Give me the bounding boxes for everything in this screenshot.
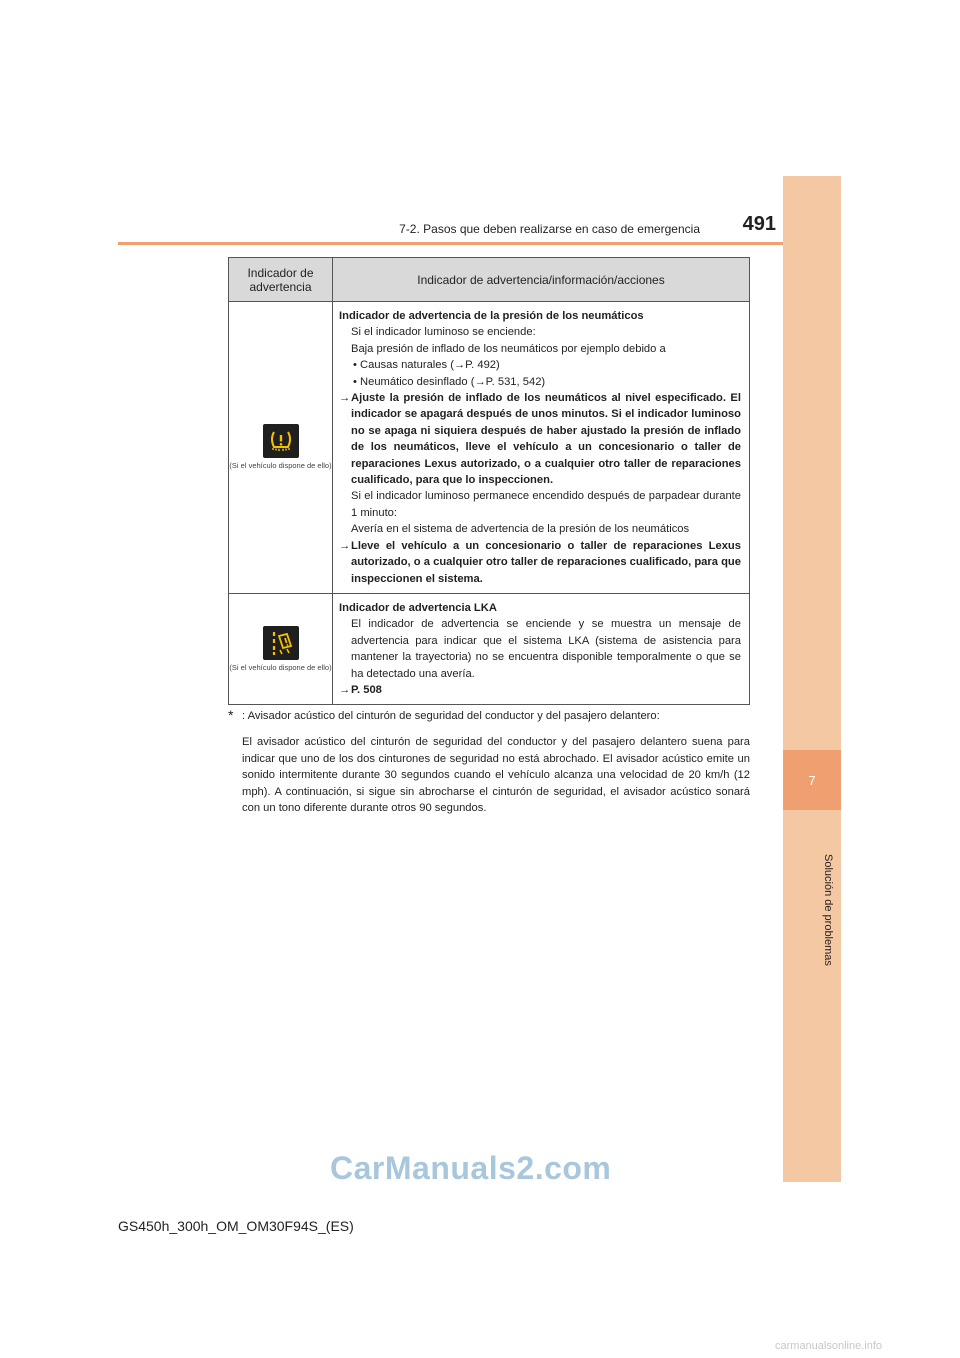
condition-text: Si el indicador luminoso permanece encendido después de parpadear durante 1 minuto:	[351, 490, 741, 519]
row-title: Indicador de advertencia LKA	[339, 601, 497, 614]
table-row	[229, 302, 750, 594]
indicator-cell	[229, 593, 333, 704]
action-text: Lleve el vehículo a un concesionario o taller de reparaciones Lexus autorizado, o a cualquier otro taller de reparaciones cualificado, para que inspeccionen el sistema.	[351, 539, 741, 585]
tire-pressure-warning-icon	[263, 424, 299, 458]
table-header-row	[229, 258, 750, 302]
chapter-side-tab	[783, 176, 841, 1182]
column-header-actions: Indicador de advertencia/información/acciones	[333, 258, 750, 302]
chapter-label: Solución de problemas	[822, 854, 834, 966]
arrow-icon: →	[339, 539, 351, 552]
page-number: 491	[742, 213, 776, 235]
warning-indicator-table	[228, 257, 750, 705]
footnote-body: El avisador acústico del cinturón de seguridad del conductor y del pasajero delantero suena para indicar que uno de los dos cinturones de seguridad no está abrochado. El avisador acústico emite un sonido intermitente durante 30 segundos cuando el vehículo alcanza una velocidad de 20 km/h (12 mph). A continuación, si sigue sin abrocharse el cinturón de seguridad, el avisador acústico sonará con un tono diferente durante otros 90 segundos.	[242, 736, 750, 815]
action-line	[339, 682, 741, 698]
watermark-carmanuals2: CarManuals2.com	[330, 1150, 612, 1186]
action-text: Ajuste la presión de inflado de los neumáticos al nivel especificado. El indicador se apagará después de unos minutos. Si el indicador luminoso no se apaga ni siquiera después de haber ajustado la presión de inflado de los neumáticos, lleve el vehículo a un concesionario o taller de reparaciones Lexus autorizado, o a cualquier otro taller de reparaciones cualificado, para que lo inspeccionen.	[351, 392, 741, 487]
action-line	[339, 390, 741, 488]
cause-bullet: • Neumático desinflado (→P. 531, 542)	[353, 375, 546, 388]
condition-text: El indicador de advertencia se enciende y se muestra un mensaje de advertencia para indicar que el sistema LKA (sistema de asistencia para mantener la trayectoria) no se encuentra disponible temporalmente o que se ha detectado una avería.	[351, 618, 741, 680]
condition-text: Si el indicador luminoso se enciende:	[351, 326, 536, 339]
cause-bullet: • Causas naturales (→P. 492)	[353, 359, 500, 372]
icon-availability-note: (Si el vehículo dispone de ello)	[229, 663, 332, 673]
indicator-icon-wrap	[229, 424, 332, 470]
section-title: 7-2. Pasos que deben realizarse en caso de emergencia	[399, 222, 700, 236]
footnote-title: : Avisador acústico del cinturón de seguridad del conductor y del pasajero delantero:	[242, 710, 660, 722]
watermark-carmanualsonline: carmanualsonline.info	[775, 1340, 883, 1352]
row-title: Indicador de advertencia de la presión de los neumáticos	[339, 310, 644, 322]
cause-text: Baja presión de inflado de los neumáticos por ejemplo debido a	[351, 342, 666, 355]
cause-text: Avería en el sistema de advertencia de la presión de los neumáticos	[351, 523, 690, 536]
description-cell	[333, 593, 750, 704]
description-cell	[333, 302, 750, 594]
table-row	[229, 593, 750, 704]
column-header-indicator: Indicador de advertencia	[229, 258, 333, 302]
icon-availability-note: (Si el vehículo dispone de ello)	[229, 461, 332, 471]
page-reference: P. 508	[351, 683, 382, 696]
indicator-icon-wrap	[229, 626, 332, 672]
footnote-heading	[228, 708, 750, 724]
action-line	[339, 538, 741, 587]
lka-warning-icon	[263, 626, 299, 660]
header-rule	[118, 242, 783, 245]
arrow-icon: →	[339, 683, 351, 696]
chapter-number: 7	[783, 750, 841, 810]
footnote-mark: *	[228, 707, 234, 723]
document-code: GS450h_300h_OM_OM30F94S_(ES)	[118, 1218, 354, 1234]
arrow-icon: →	[339, 392, 351, 405]
footnote	[228, 708, 750, 816]
indicator-cell	[229, 302, 333, 594]
